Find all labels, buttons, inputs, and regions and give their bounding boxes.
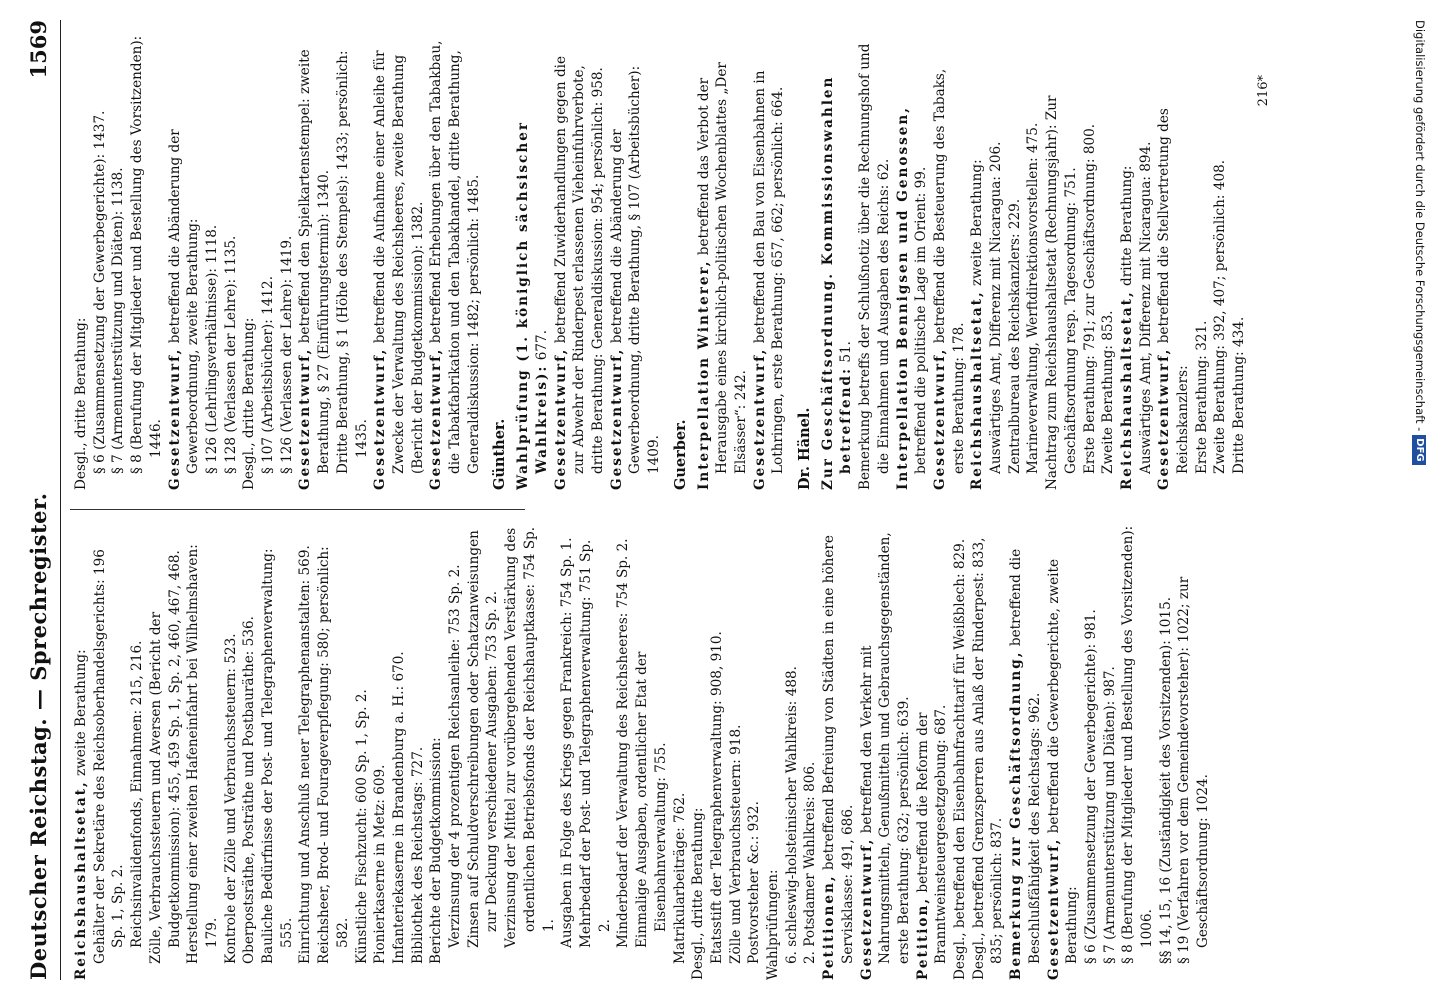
index-entry: Pionierkaserne in Metz: 609. [372, 764, 389, 964]
page-number: 1569 [26, 20, 51, 79]
index-entry: Erste Berathung: 791; zur Geschäftsordnung: 800. [1081, 123, 1098, 474]
index-entry: Petitionen, betreffend Befreiung von Städten in eine höhere Servisklasse: 491, 686. [821, 535, 856, 980]
index-entry: Desgl., dritte Berathung: [241, 317, 258, 490]
index-entry: § 19 (Verfahren vor dem Gemeindevorsteher): 1022; zur Geschäftsordnung: 1024. [1176, 576, 1212, 964]
index-entry: § 8 (Berufung der Mitglieder und Bestellung des Vorsitzenden): 1446. [129, 35, 164, 474]
index-entry: § 107 (Arbeitsbücher): 1412. [260, 275, 277, 474]
side-credit [1408, 0, 1432, 1000]
index-entry: Interpellation Winterer, betreffend das Verbot der Herausgabe eines kirchlich-politischen Wochenblattes „Der Elsässer“: 242. [695, 62, 749, 490]
speaker-name: Günther. [491, 418, 509, 490]
index-entry: Künstliche Fischzucht: 600 Sp. 1, Sp. 2. [353, 689, 370, 964]
column-divider [70, 509, 525, 510]
index-entry: Einmalige Ausgaben, ordentlicher Etat der Eisenbahnverwaltung: 755. [634, 651, 669, 948]
index-entry: Interpellation Bennigsen und Genossen, betreffend die politische Lage im Orient: 99. [894, 105, 930, 490]
index-entry: Zweite Berathung: 392, 407; persönlich: 408. [1212, 159, 1229, 474]
running-title-left: Deutscher Reichstag. — Sprechregister. [26, 492, 51, 980]
index-entry: Verzinsung der Mittel zur vorübergehenden Verstärkung des ordentlichen Betriebsfonds der Reichshauptkasse: 754 Sp. 1. [503, 526, 557, 948]
index-entry: Kontrole der Zölle und Verbrauchssteuern: 523. [222, 633, 239, 964]
speaker-name: Dr. Hänel. [796, 407, 814, 490]
index-entry: Reichshaushaltsetat, dritte Berathung: [1118, 165, 1135, 490]
index-entry: Zölle, Verbrauchssteuern und Aversen (Bericht der Budgetkommission): 455, 459 Sp. 1, Sp. 2, 460, 467, 468. [147, 550, 183, 964]
index-entry: Bemerkung betreffs der Schlußnotiz über die Rechnungshof und die Einnahmen und Ausgaben des Reichs: 62. [857, 43, 892, 490]
index-entry: 6. schleswig-holsteinischer Wahlkreis: 488. [783, 666, 800, 964]
index-entry: Minderbedarf der Verwaltung des Reichsheeres: 754 Sp. 2. [615, 538, 632, 948]
index-entry: Zölle und Verbrauchssteuern: 918. [727, 724, 744, 964]
index-entry: Reichshaushaltsetat, zweite Berathung: [969, 159, 986, 490]
index-entry: §§ 14, 15, 16 (Zuständigkeit des Vorsitzenden): 1015. [1157, 596, 1174, 964]
index-entry: Petition, betreffend die Reform der Branntweinsteuergesetzgebung: 687. [914, 704, 950, 980]
index-entry: Gesetzentwurf, betreffend die Abänderung der Gewerbeordnung, zweite Berathung: [166, 129, 202, 490]
index-entry: Reichshaushaltsetat, zweite Berathung: [73, 649, 89, 980]
index-entry: Ausgaben in Folge des Kriegs gegen Frankreich: 754 Sp. 1. [559, 537, 576, 948]
index-entry: Zentralbureau des Reichskanzlers: 229. [1006, 198, 1023, 474]
index-entry: Mehrbedarf der Post- und Telegraphenverwaltung: 751 Sp. 2. [577, 539, 613, 948]
index-entry: Etatsstift der Telegraphenverwaltung: 908, 910. [708, 631, 725, 964]
index-entry: § 6 (Zusammensetzung der Gewerbegerichte): 981. [1082, 609, 1099, 964]
index-entry: Postvorsteher &c.: 932. [746, 801, 763, 964]
index-entry: Desgl., betreffend Grenzsperren aus Anlaß der Rinderpest: 833, 835; persönlich: 837. [970, 537, 1006, 980]
left-column [72, 525, 1213, 980]
index-entry: Gesetzentwurf, betreffend die Stellvertretung des Reichskanzlers: [1156, 108, 1192, 490]
index-entry: § 7 (Armenunterstützung und Diäten): 1138. [110, 167, 127, 474]
index-entry: Gesetzentwurf, betreffend Zuwiderhandlungen gegen die zur Abwehr der Rinderpest erlassenen Vieheinfuhrverbote, dritte Berathung: Generaldiskussion: 954; persönlich: 958. [552, 55, 606, 490]
index-entry: Gesetzentwurf, betreffend den Spielkartenstempel: zweite Berathung, § 27 (Einführungstermin): 1340. [297, 49, 333, 490]
credit-text: Digitalisierung gefördert durch die Deutsche Forschungsgemeinschaft - [1413, 20, 1427, 432]
index-entry: Berichte der Budgetkommission: [428, 737, 445, 964]
index-entry: Verzinsung der 4 prozentigen Reichsanleihe: 753 Sp. 2. [447, 564, 464, 948]
index-entry: Desgl., dritte Berathung: [73, 317, 89, 490]
index-entry: 2. Potsdamer Wahlkreis: 806. [802, 761, 819, 964]
index-entry: Desgl., dritte Berathung: [690, 807, 707, 980]
index-entry: Dritte Berathung, § 1 (Höhe des Stempels): 1433; persönlich: 1435. [334, 50, 370, 474]
index-entry: Zur Geschäftsordnung. Kommissionswahlen betreffend: 51. [819, 75, 855, 490]
index-entry: Bibliothek des Reichstags: 727. [409, 746, 426, 964]
index-entry: Einrichtung und Anschluß neuer Telegraphenanstalten: 569. [297, 545, 314, 964]
index-entry: Wahlprüfungen: [765, 869, 782, 980]
index-entry: Zweite Berathung: 853. [1100, 310, 1117, 474]
index-entry: Gesetzentwurf, betreffend die Besteuerung des Tabaks, erste Berathung: 178. [931, 68, 967, 490]
speaker-name: Guerber. [671, 419, 689, 490]
index-entry: § 126 (Verlassen der Lehre): 1419. [278, 235, 295, 474]
index-entry: § 7 (Armenunterstützung und Diäten): 987. [1101, 666, 1118, 964]
dfg-logo-icon: DFG [1413, 435, 1427, 464]
index-entry: Gesetzentwurf, betreffend Erhebungen über den Tabakbau, die Tabakfabrikation und den Tabakhandel, dritte Berathung, Generaldiskussion: 1482; persönlich: 1485. [428, 40, 482, 490]
index-entry: Nachtrag zum Reichshaushaltsetat (Rechnungsjahr): Zur Geschäftsordnung resp. Tagesordnung: 751. [1044, 95, 1079, 490]
signature-mark: 216* [1255, 75, 1271, 107]
index-entry: Gesetzentwurf, betreffend den Verkehr mit Nahrungsmitteln, Genußmitteln und Gebrauchsgegenständen, erste Berathung: 632; persönlich: 639. [858, 532, 912, 980]
index-entry: Desgl., betreffend den Eisenbahnfrachttarif für Weißblech: 829. [952, 538, 969, 980]
index-entry: Bemerkung zur Geschäftsordnung, betreffend die Beschlußfähigkeit des Reichstags: 962. [1008, 548, 1043, 980]
index-entry: Dritte Berathung: 434. [1231, 316, 1248, 474]
index-entry: Reichsheer, Brod- und Fourageverpflegung: 580; persönlich: 582. [316, 546, 351, 964]
index-entry: Bauliche Bedürfnisse der Post- und Telegraphenverwaltung: 555. [260, 548, 295, 964]
index-entry: Zinsen auf Schuldverschreibungen oder Schatzanweisungen zur Deckung verschiedener Ausgaben: 753 Sp. 2. [465, 530, 501, 948]
index-entry: Herstellung einer zweiten Hafeneinfahrt bei Wilhelmshaven: 179. [185, 544, 220, 964]
index-entry: § 128 (Verlassen der Lehre): 1135. [222, 235, 239, 474]
index-entry: Gesetzentwurf, betreffend die Aufnahme einer Anleihe für Zwecke der Verwaltung des Reichsheeres, zweite Berathung (Bericht der Budgetkommission): 1382. [372, 50, 426, 490]
index-entry: Reichsinvalidenfonds, Einnahmen: 215, 216. [129, 640, 146, 948]
right-column [72, 35, 1274, 490]
index-entry: Gesetzentwurf, betreffend die Abänderung der Gewerbeordnung, dritte Berathung, § 107 (Arbeitsbücher): 1409. [608, 65, 663, 490]
index-entry: § 126 (Lehrlingsverhältnisse): 1118. [203, 224, 220, 474]
index-entry: Wahlprüfung (1. königlich sächsischer Wahlkreis): 677. [515, 120, 550, 490]
index-entry: § 8 (Berufung der Mitglieder und Bestellung des Vorsitzenden): 1006. [1120, 525, 1156, 964]
index-entry: Auswärtiges Amt, Differenz mit Nicaragua: 206. [988, 141, 1005, 474]
index-entry: Gesetzentwurf, betreffend die Gewerbegerichte, zweite Berathung: [1045, 558, 1081, 980]
index-entry: Gesetzentwurf, betreffend den Bau von Eisenbahnen in Lothringen, erste Berathung: 657, 662; persönlich: 664. [751, 70, 787, 490]
index-entry: Gehälter der Sekretäre des Reichsoberhandelsgerichts: 196 Sp. 1, Sp. 2. [91, 549, 127, 964]
index-entry: § 6 (Zusammensetzung der Gewerbegerichte): 1437. [91, 110, 108, 474]
index-entry: Marineverwaltung, Werftdirektionsvorstellen: 475. [1025, 122, 1042, 474]
page-header [20, 20, 61, 980]
index-entry: Erste Berathung: 321. [1193, 320, 1210, 474]
index-entry: Matrikularbeiträge: 762. [671, 792, 688, 964]
index-entry: Oberpostsräthe, Posträthe und Postbauräthe: 536. [241, 616, 258, 964]
index-entry: Infanteriekaserne in Brandenburg a. H.: 670. [390, 651, 407, 964]
index-entry: Auswärtiges Amt, Differenz mit Nicaragua: 894. [1137, 141, 1154, 474]
